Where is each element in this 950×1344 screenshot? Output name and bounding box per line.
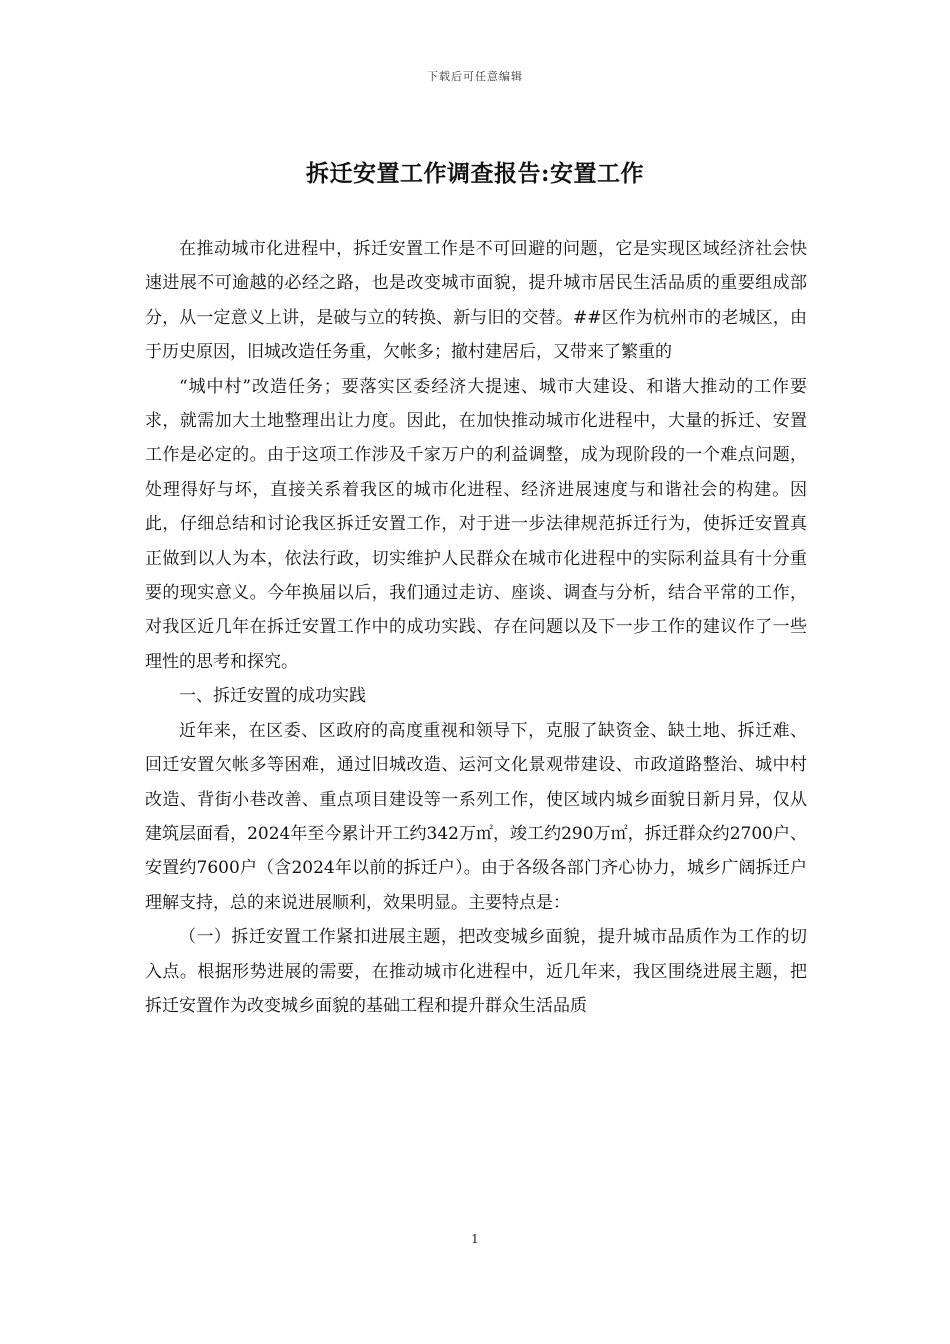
paragraph: 近年来，在区委、区政府的高度重视和领导下，克服了缺资金、缺土地、拆迁难、回迁安置欠帐多等困难，通过旧城改造、运河文化景观带建设、市政道路整治、城中村改造、背街小巷改善、重点项目建设等一系列工作，使区域内城乡面貌日新月异，仅从建筑层面看，2024年至今累计开工约342万㎡，竣工约290万㎡，拆迁群众约2700户、安置约7600户（含2024年以前的拆迁户）。由于各级各部门齐心协力，城乡广阔拆迁户理解支持，总的来说进展顺利，效果明显。主要特点是： bbox=[145, 720, 807, 913]
header-note: 下载后可任意编辑 bbox=[427, 70, 523, 83]
page-number: 1 bbox=[471, 1232, 479, 1246]
document-title: 拆迁安置工作调查报告:安置工作 bbox=[306, 160, 644, 187]
document-body bbox=[145, 232, 807, 1023]
paragraph: “城中村”改造任务；要落实区委经济大提速、城市大建设、和谐大推动的工作要求，就需加大土地整理出让力度。因此，在加快推动城市化进程中，大量的拆迁、安置工作是必定的。由于这项工作涉及千家万户的利益调整，成为现阶段的一个难点问题，处理得好与坏，直接关系着我区的城市化进程、经济进展速度与和谐社会的构建。因此，仔细总结和讨论我区拆迁安置工作，对于进一步法律规范拆迁行为，使拆迁安置真正做到以人为本，依法行政，切实维护人民群众在城市化进程中的实际利益具有十分重要的现实意义。今年换届以后，我们通过走访、座谈、调查与分析，结合平常的工作，对我区近几年在拆迁安置工作中的成功实践、存在问题以及下一步工作的建议作了一些理性的思考和探究。 bbox=[145, 376, 807, 672]
paragraph: （一）拆迁安置工作紧扣进展主题，把改变城乡面貌，提升城市品质作为工作的切入点。根据形势进展的需要，在推动城市化进程中，近几年来，我区围绕进展主题，把拆迁安置作为改变城乡面貌的基础工程和提升群众生活品质 bbox=[145, 927, 807, 1016]
paragraph: 在推动城市化进程中，拆迁安置工作是不可回避的问题，它是实现区域经济社会快速进展不可逾越的必经之路，也是改变城市面貌，提升城市居民生活品质的重要组成部分，从一定意义上讲，是破与立的转换、新与旧的交替。##区作为杭州市的老城区，由于历史原因，旧城改造任务重，欠帐多；撤村建居后，又带来了繁重的 bbox=[145, 239, 807, 363]
section-heading: 一、拆迁安置的成功实践 bbox=[179, 686, 366, 707]
